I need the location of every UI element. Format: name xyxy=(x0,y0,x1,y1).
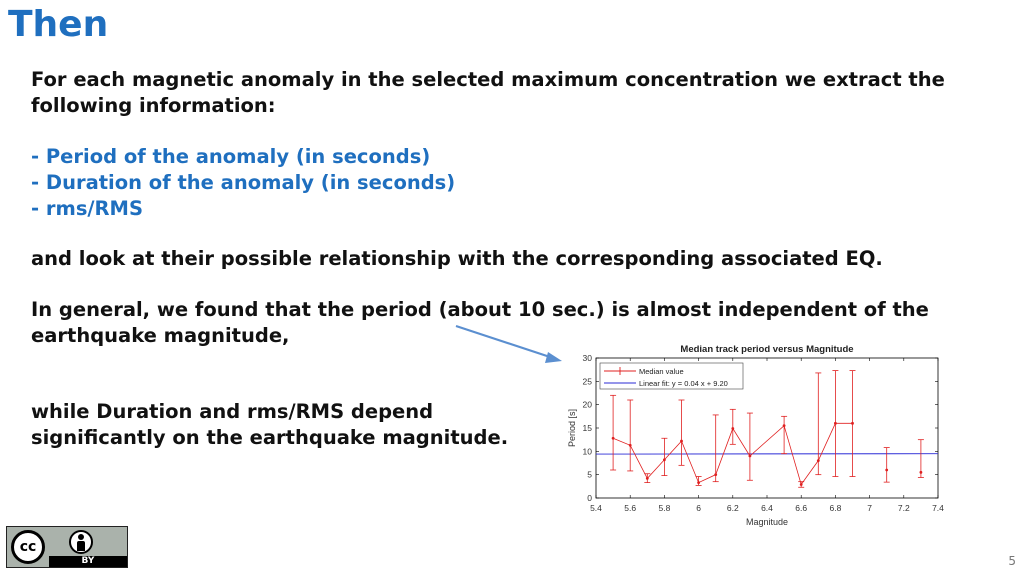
legend-fit-label: Linear fit: y = 0.04 x + 9.20 xyxy=(639,379,728,388)
by-label: BY xyxy=(49,556,127,567)
median-point xyxy=(697,481,700,484)
y-tick-label: 5 xyxy=(587,469,592,480)
median-point xyxy=(663,458,666,461)
chart-title: Median track period versus Magnitude xyxy=(680,344,854,355)
bullet-period: - Period of the anomaly (in seconds) xyxy=(31,145,431,168)
legend-median-label: Median value xyxy=(639,367,684,376)
person-body xyxy=(77,541,85,551)
median-point xyxy=(749,455,752,458)
x-tick-label: 6.8 xyxy=(829,503,842,513)
cc-by-license-badge[interactable] xyxy=(6,526,128,568)
median-point xyxy=(646,477,649,480)
median-point xyxy=(629,444,632,447)
bullet-duration: - Duration of the anomaly (in seconds) xyxy=(31,171,456,194)
chart-legend xyxy=(600,363,743,389)
y-tick-label: 30 xyxy=(582,353,592,363)
x-axis-label: Magnitude xyxy=(745,517,789,527)
cc-icon: cc xyxy=(11,530,45,564)
y-tick-label: 0 xyxy=(587,493,592,503)
pointer-arrow-line xyxy=(456,326,550,357)
y-tick-label: 20 xyxy=(582,399,592,410)
y-axis-label: Period [s] xyxy=(567,408,577,448)
median-point xyxy=(885,469,888,472)
x-tick-label: 7.2 xyxy=(897,503,910,513)
y-tick-label: 15 xyxy=(582,423,592,433)
slide-title: Then xyxy=(8,4,109,45)
x-tick-label: 6.6 xyxy=(795,503,808,513)
median-point xyxy=(731,427,734,430)
attribution-person-icon xyxy=(69,530,93,554)
median-point xyxy=(783,424,786,427)
median-point xyxy=(714,473,717,476)
relationship-text: and look at their possible relationship with the corresponding associated EQ. xyxy=(31,247,883,270)
x-tick-label: 7.4 xyxy=(932,503,944,513)
y-tick-label: 25 xyxy=(582,376,592,387)
dependence-text: while Duration and rms/RMS depend significantly on the earthquake magnitude. xyxy=(31,400,509,449)
page-number: 5 xyxy=(1008,554,1016,568)
median-point xyxy=(817,459,820,462)
bullet-rms: - rms/RMS xyxy=(31,197,144,220)
median-point xyxy=(680,440,683,443)
x-tick-label: 7 xyxy=(867,503,872,513)
x-tick-label: 6.4 xyxy=(761,503,773,513)
intro-text: For each magnetic anomaly in the selected maximum concentration we extract the following information: xyxy=(31,68,945,117)
person-head xyxy=(78,534,84,540)
x-tick-label: 6.2 xyxy=(726,503,739,513)
period-vs-magnitude-chart xyxy=(560,338,952,532)
x-tick-label: 5.4 xyxy=(590,503,602,513)
median-point xyxy=(800,483,803,486)
finding-text: In general, we found that the period (about 10 sec.) is almost independent of the earthquake magnitude, xyxy=(31,298,929,347)
median-point xyxy=(920,471,923,474)
median-point xyxy=(851,422,854,425)
x-tick-label: 5.6 xyxy=(624,503,637,513)
median-point xyxy=(834,422,837,425)
y-tick-label: 10 xyxy=(582,446,592,457)
x-tick-label: 6 xyxy=(696,503,701,513)
median-point xyxy=(612,437,615,440)
x-tick-label: 5.8 xyxy=(658,503,671,513)
